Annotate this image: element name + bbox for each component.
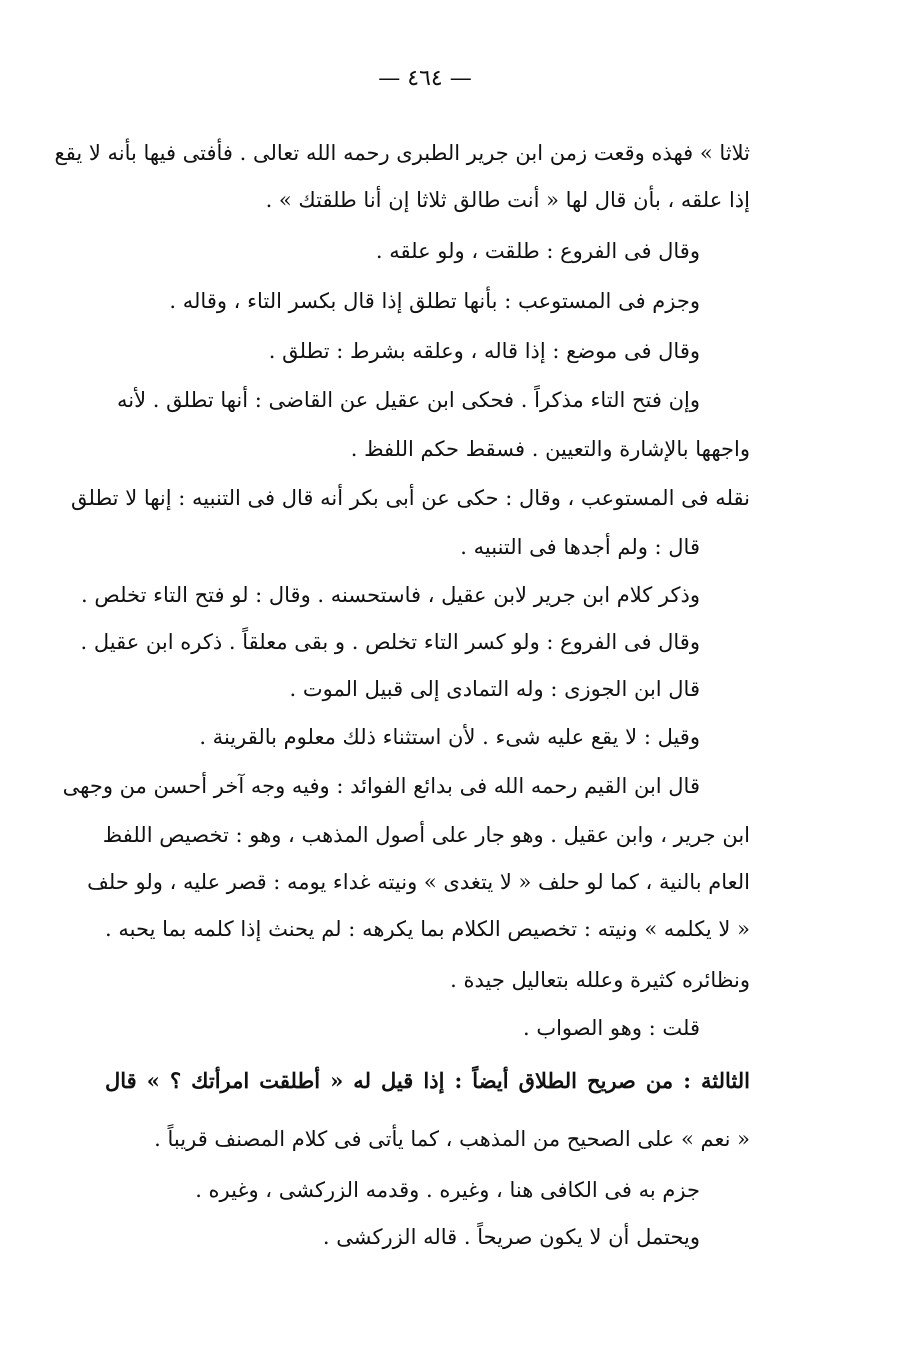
text-line: وقال فى الفروع : طلقت ، ولو علقه . <box>375 239 700 263</box>
text-line: وقيل : لا يقع عليه شىء . لأن استثناء ذلك معلوم بالقرينة . <box>199 725 700 749</box>
text-line: جزم به فى الكافى هنا ، وغيره . وقدمه الزركشى ، وغيره . <box>195 1178 700 1202</box>
text-line: واجهها بالإشارة والتعيين . فسقط حكم اللفظ . <box>350 437 750 461</box>
text-line: وقال فى الفروع : ولو كسر التاء تخلص . و بقى معلقاً . ذكره ابن عقيل . <box>80 630 700 654</box>
text-line: « لا يكلمه » ونيته : تخصيص الكلام بما يكرهه : لم يحنث إذا كلمه بما يحبه . <box>105 917 750 941</box>
text-line: ثلاثا » فهذه وقعت زمن ابن جرير الطبرى رحمه الله تعالى . فأفتى فيها بأنه لا يقع <box>54 141 750 165</box>
text-line: العام بالنية ، كما لو حلف « لا يتغدى » ونيته غداء يومه : قصر عليه ، ولو حلف <box>87 870 750 894</box>
section-line: الثالثة : من صريح الطلاق أيضاً : إذا قيل له « أطلقت امرأتك ؟ » قال <box>105 1068 750 1093</box>
text-line: وإن فتح التاء مذكراً . فحكى ابن عقيل عن القاضى : أنها تطلق . لأنه <box>117 388 700 412</box>
text-line: قال ابن الجوزى : وله التمادى إلى قبيل الموت . <box>289 677 700 701</box>
text-line: قال : ولم أجدها فى التنبيه . <box>460 535 700 559</box>
text-line: قلت : وهو الصواب . <box>522 1016 700 1040</box>
text-line: ابن جرير ، وابن عقيل . وهو جار على أصول المذهب ، وهو : تخصيص اللفظ <box>102 823 750 847</box>
text-line: ونظائره كثيرة وعلله بتعاليل جيدة . <box>450 968 750 992</box>
text-line: وقال فى موضع : إذا قاله ، وعلقه بشرط : تطلق . <box>268 339 700 363</box>
text-line: وجزم فى المستوعب : بأنها تطلق إذا قال بكسر التاء ، وقاله . <box>169 289 700 313</box>
text-line: إذا علقه ، بأن قال لها « أنت طالق ثلاثا إن أنا طلقتك » . <box>265 188 750 212</box>
text-line: قال ابن القيم رحمه الله فى بدائع الفوائد : وفيه وجه آخر أحسن من وجهى <box>62 774 700 798</box>
page-number: — ٤٦٤ — <box>378 66 472 91</box>
text-line: نقله فى المستوعب ، وقال : حكى عن أبى بكر أنه قال فى التنبيه : إنها لا تطلق <box>70 486 750 510</box>
text-line: « نعم » على الصحيح من المذهب ، كما يأتى فى كلام المصنف قريباً . <box>154 1127 750 1151</box>
text-line: وذكر كلام ابن جرير لابن عقيل ، فاستحسنه . وقال : لو فتح التاء تخلص . <box>81 583 700 607</box>
text-line: ويحتمل أن لا يكون صريحاً . قاله الزركشى . <box>322 1225 700 1249</box>
